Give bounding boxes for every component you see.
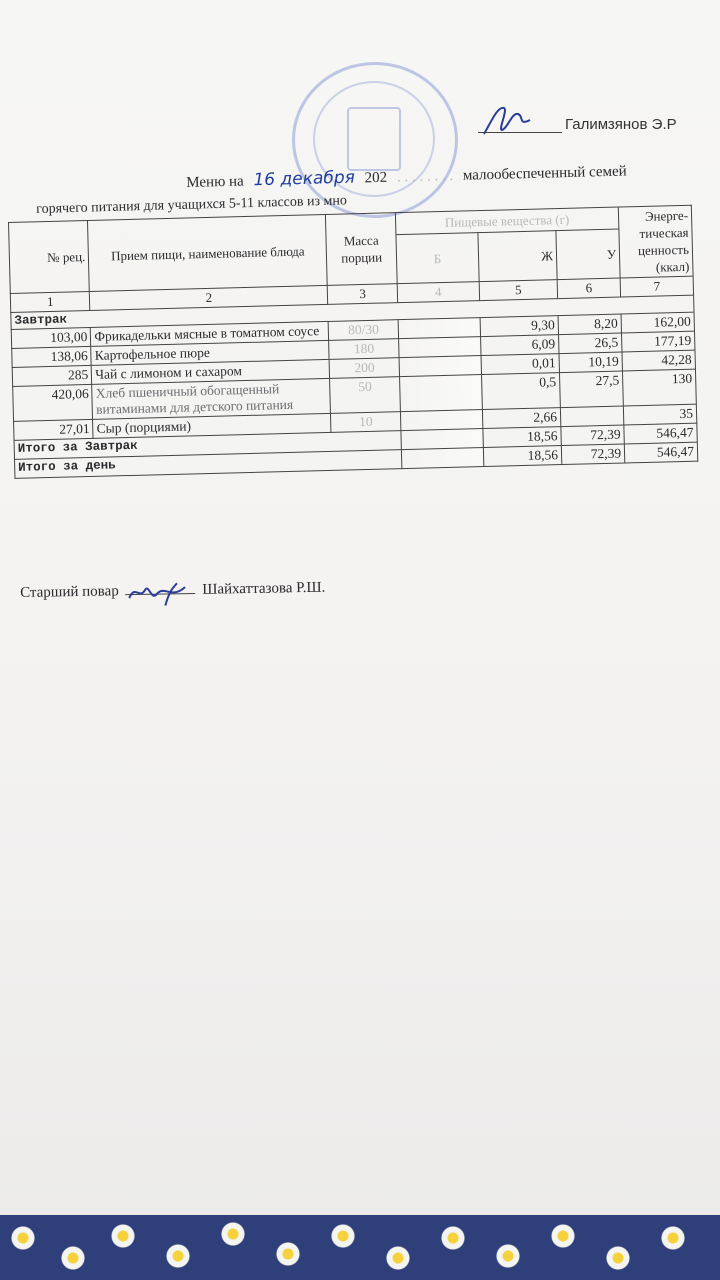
menu-year: 202 (364, 169, 388, 187)
header-rec: № рец. (9, 220, 90, 293)
total-day-row: Итого за день 18,56 72,39 546,47 (15, 442, 698, 478)
table-row: 138,06 Картофельное пюре 180 6,09 26,5 177,19 (12, 331, 695, 367)
cook-name: Шайхаттазова Р.Ш. (202, 579, 326, 598)
menu-table (8, 205, 698, 479)
menu-subtitle: горячего питания для учащихся 5-11 классов из мно (36, 193, 348, 217)
cook-signature (126, 593, 196, 595)
header-u: У (556, 229, 620, 280)
header-name: Прием пищи, наименование блюда (88, 214, 328, 291)
table-row: 420,06 Хлеб пшеничный обогащенный витаминами для детского питания 50 0,5 27,5 130 (13, 369, 697, 421)
seal-emblem-icon (347, 107, 401, 171)
tablecloth-background (0, 1215, 720, 1280)
header-nutrients: Пищевые вещества (г) (395, 207, 619, 235)
header-zh: Ж (478, 231, 557, 282)
table-row: 285 Чай с лимоном и сахаром 200 0,01 10,19 42,28 (12, 350, 695, 386)
header-mass: Масса порции (326, 213, 397, 286)
header-b: Б (396, 233, 479, 284)
table-row: 103,00 Фрикадельки мясные в томатном соусе 80/30 9,30 8,20 162,00 (11, 312, 694, 348)
menu-date: 16 декабря (253, 167, 356, 191)
menu-title-tail: малообеспеченный семей (462, 163, 627, 184)
column-number-row: 1 2 3 4 5 6 7 (10, 276, 693, 312)
menu-title: Меню на 16 декабря 202 . . . . . . . . малообеспеченный семей (186, 163, 627, 191)
section-label: Завтрак (11, 295, 694, 329)
menu-table-wrap (8, 205, 698, 479)
cook-role: Старший повар (20, 583, 119, 601)
cook-signature-line (20, 580, 325, 602)
signature-line (478, 132, 562, 133)
approver-name: Галимзянов Э.Р (565, 116, 677, 133)
director-signature (478, 100, 558, 140)
table-row: 27,01 Сыр (порциями) 10 2,66 35 (14, 404, 697, 440)
cook-signature-scribble (125, 579, 196, 610)
total-breakfast-row: Итого за Завтрак 18,56 72,39 546,47 (14, 423, 697, 459)
menu-title-prefix: Меню на (186, 173, 244, 191)
header-energy: Энерге-тическая ценность (ккал) (618, 205, 693, 278)
